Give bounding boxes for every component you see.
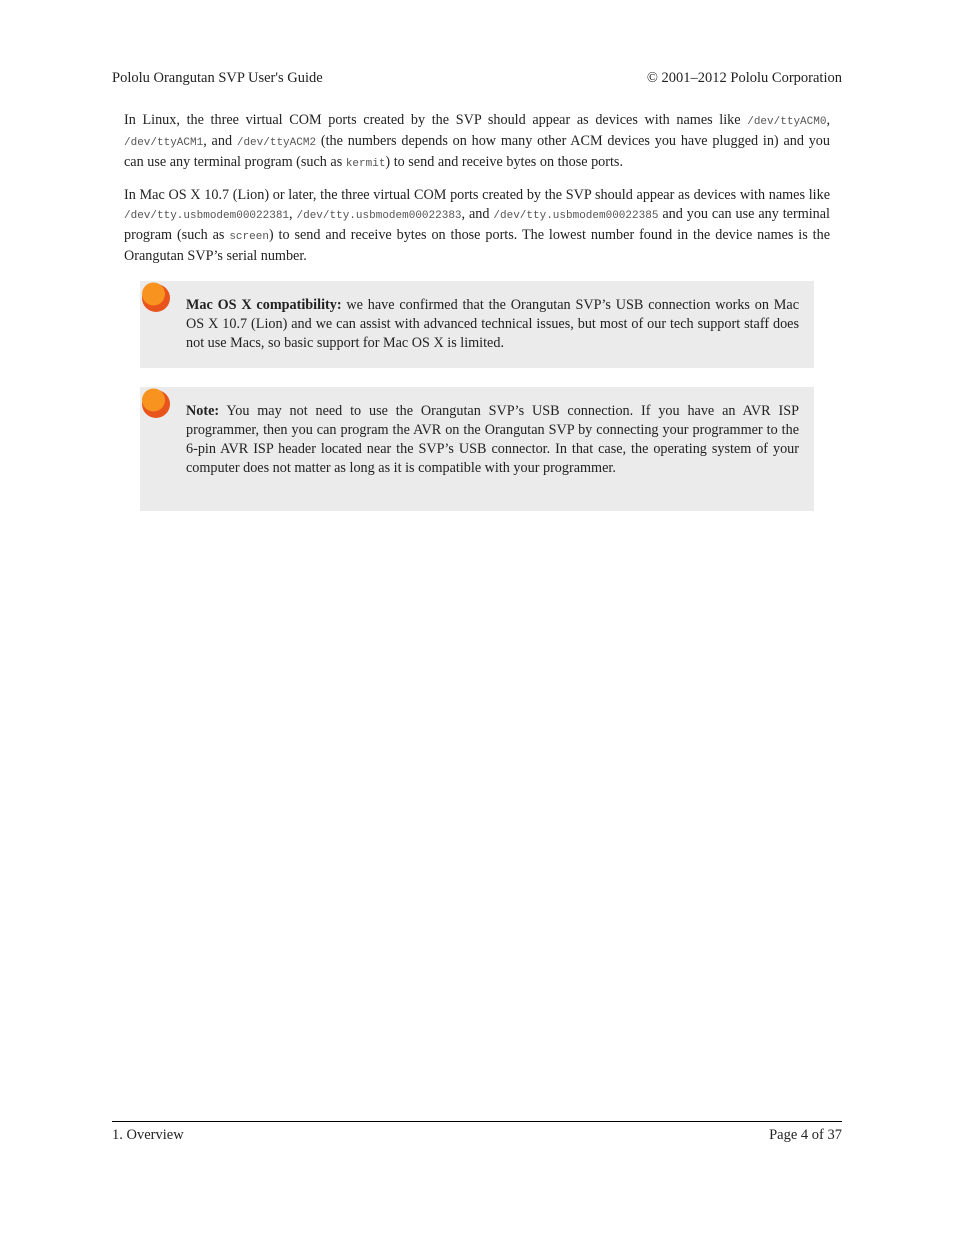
copyright: © 2001–2012 Pololu Corporation [646, 70, 842, 86]
document-title: Pololu Orangutan SVP User's Guide [112, 70, 323, 86]
text: , and [461, 206, 494, 222]
linux-paragraph [124, 111, 830, 174]
page-header [112, 70, 842, 90]
device-path: /dev/ttyACM1 [124, 137, 204, 149]
text: (the numbers depends on how many other ACM devices you have plugged in) and you can use any terminal program (such as [124, 133, 830, 170]
callout-heading: Note: [186, 403, 220, 419]
text: In Mac OS X 10.7 (Lion) or later, the three virtual COM ports created by the SVP should appear as devices with names like [124, 187, 830, 203]
note-callout [140, 387, 814, 511]
page-footer [112, 1127, 842, 1147]
program-name: screen [229, 231, 269, 243]
page-number: Page 4 of 37 [769, 1127, 842, 1143]
footer-divider [112, 1121, 842, 1122]
text: In Linux, the three virtual COM ports created by the SVP should appear as devices with names like [124, 112, 748, 128]
callout-text [186, 402, 799, 478]
device-path: /dev/tty.usbmodem00022385 [493, 210, 659, 222]
callout-body: You may not need to use the Orangutan SVP’s USB connection. If you have an AVR ISP programmer, then you can program the AVR on the Orangutan SVP by connecting your programmer to the 6-pin AVR ISP header located near the SVP’s USB connector. In that case, the operating system of your computer does not matter as long as it is compatible with your programmer. [186, 403, 799, 476]
callout-body: we have confirmed that the Orangutan SVP’s USB connection works on Mac OS X 10.7 (Lion) and we can assist with advanced technical issues, but most of our tech support staff does not use Macs, so basic support for Mac OS X is limited. [186, 297, 799, 351]
device-path: /dev/tty.usbmodem00022383 [296, 210, 462, 222]
callout-text [186, 296, 799, 353]
device-path: /dev/ttyACM0 [747, 116, 827, 128]
text: ) to send and receive bytes on those ports. [385, 154, 624, 170]
section-name: 1. Overview [112, 1127, 184, 1143]
text: , [289, 206, 297, 222]
device-path: /dev/ttyACM2 [236, 137, 317, 149]
text: and you can use any terminal program (such as [124, 206, 831, 243]
device-path: /dev/tty.usbmodem00022381 [124, 210, 290, 222]
callout-heading: Mac OS X compatibility: [186, 297, 342, 313]
text: , [826, 112, 830, 128]
text: ) to send and receive bytes on those ports. The lowest number found in the device names is the Orangutan SVP’s serial number. [124, 227, 830, 264]
orange-dot-icon [138, 385, 174, 421]
text: , and [203, 133, 237, 149]
program-name: kermit [345, 158, 386, 170]
orange-dot-icon [138, 279, 174, 315]
mac-paragraph [124, 186, 830, 266]
mac-compatibility-callout [140, 281, 814, 368]
